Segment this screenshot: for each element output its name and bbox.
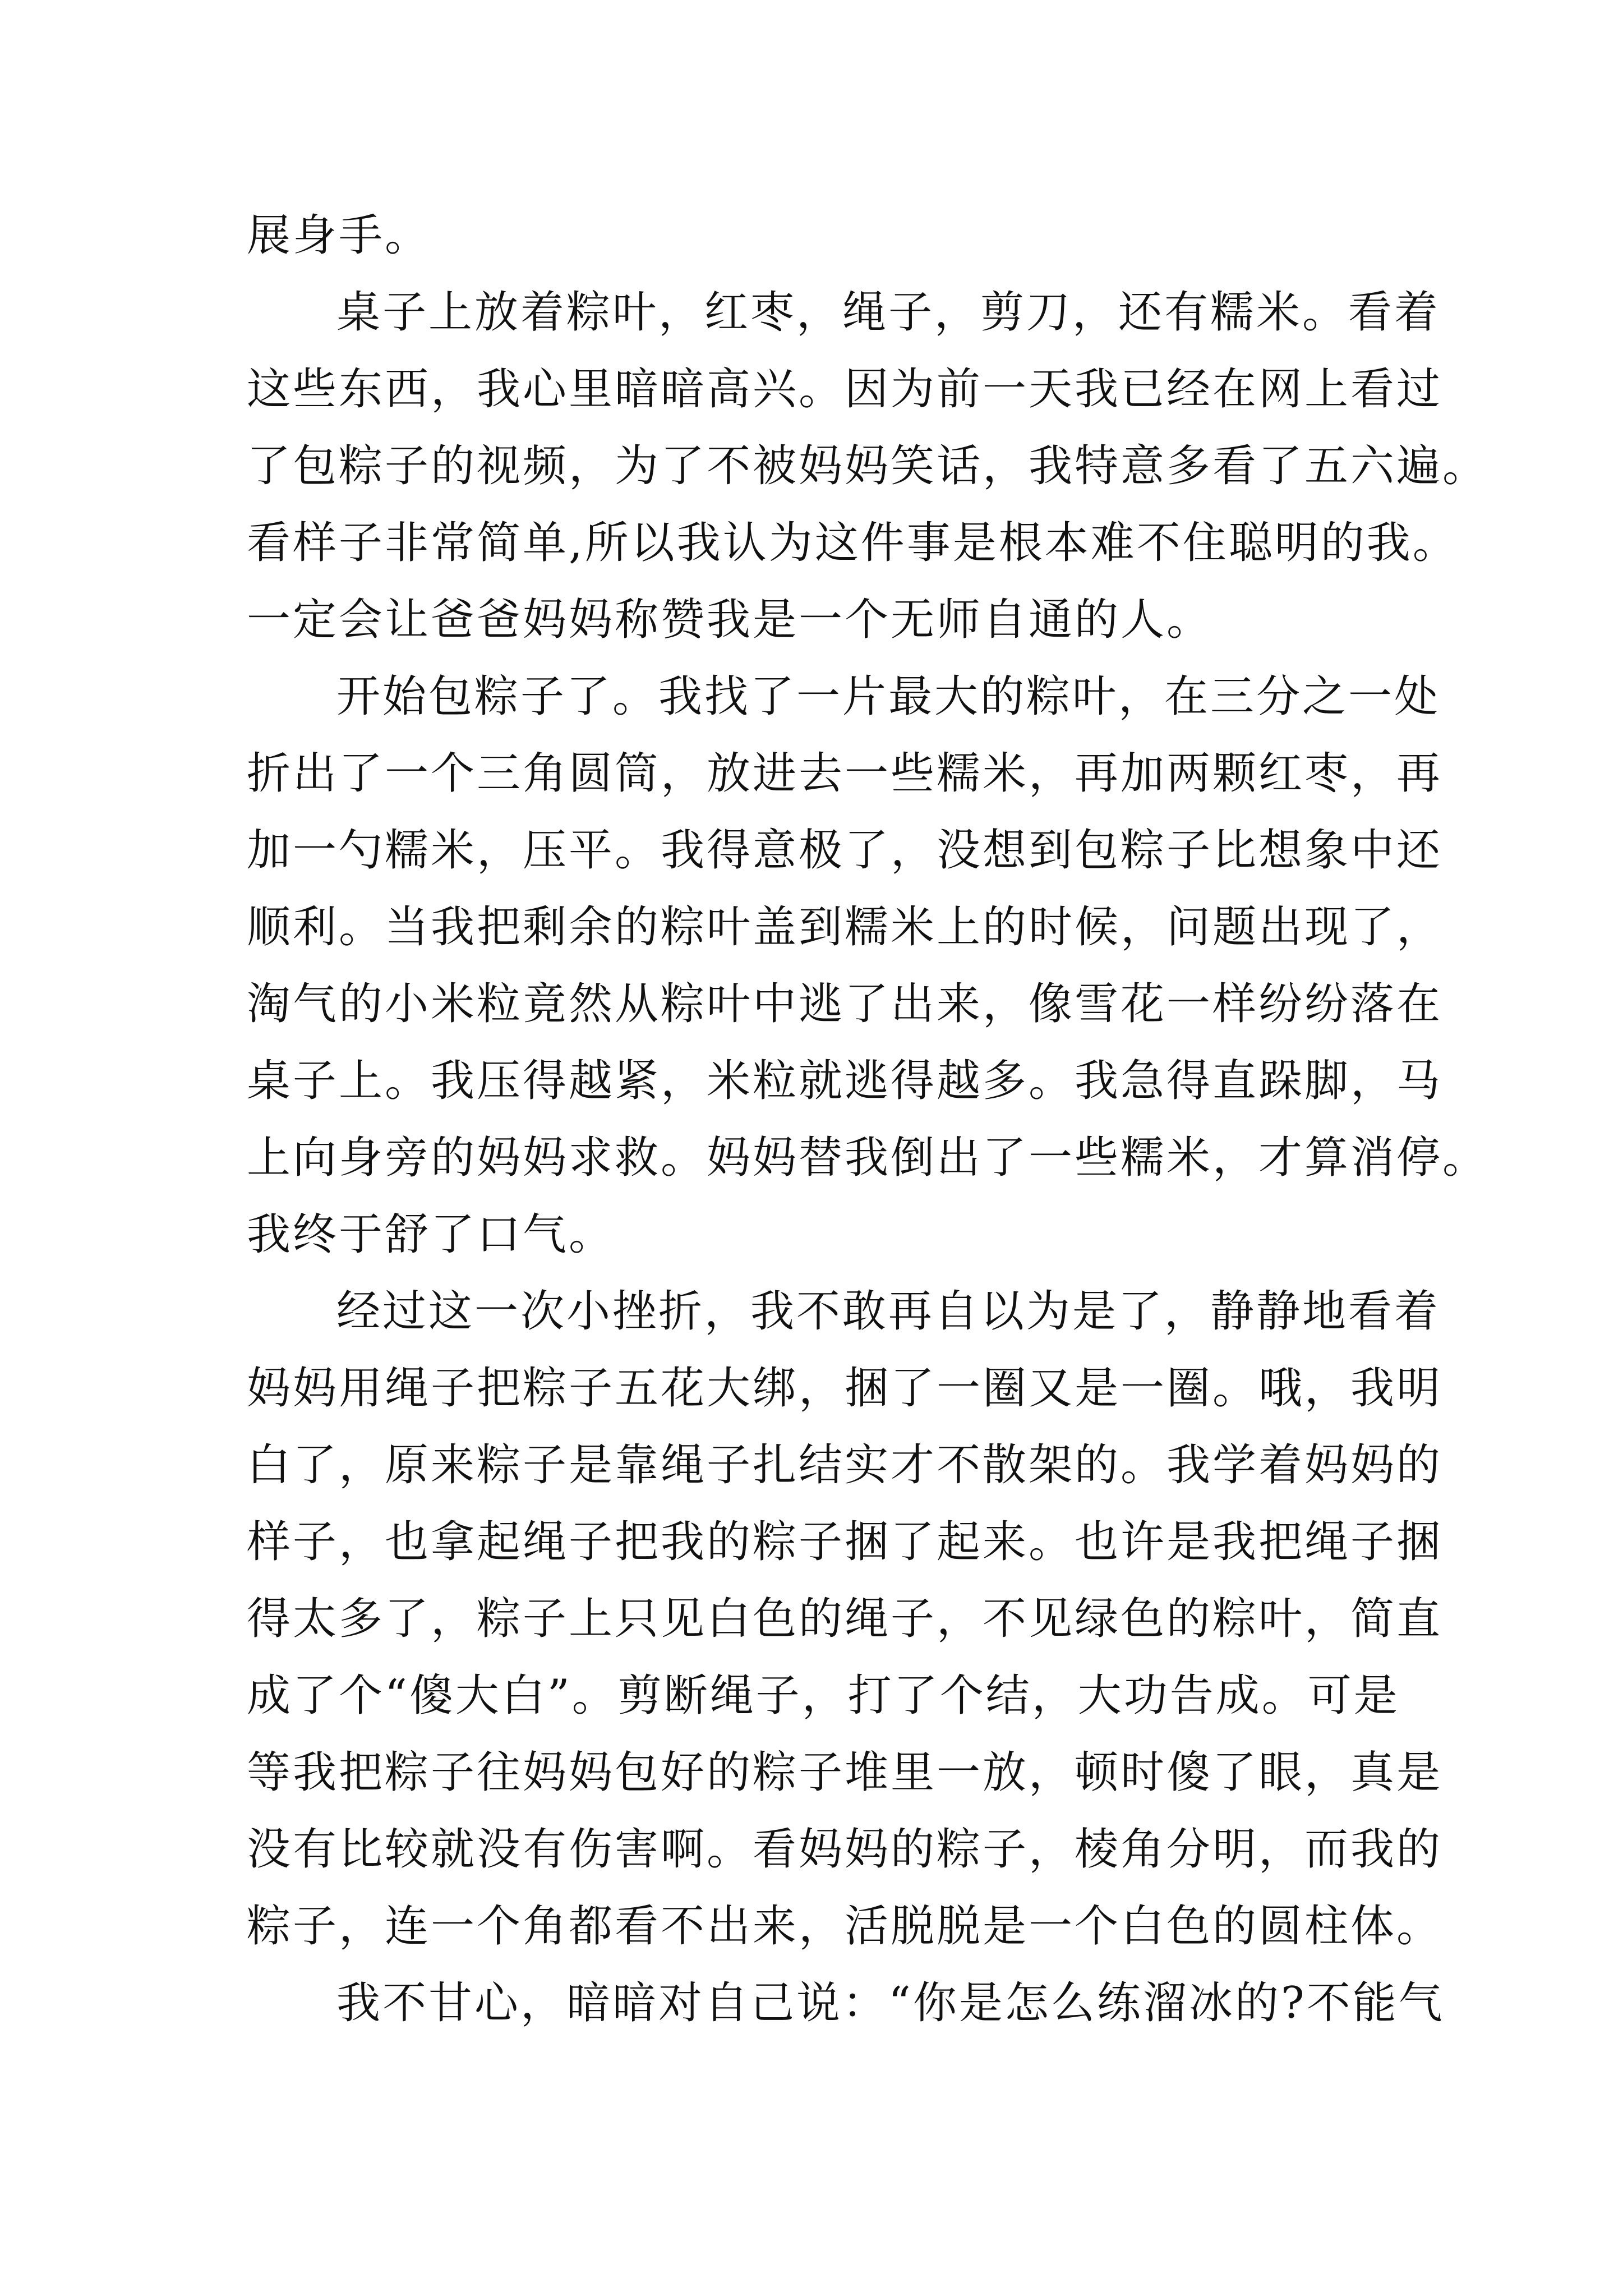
text-line: 淘气的小米粒竟然从粽叶中逃了出来，像雪花一样纷纷落在: [247, 979, 1443, 1029]
text-line: 折出了一个三角圆筒，放进去一些糯米，再加两颗红枣，再: [247, 748, 1443, 799]
text-line: 样子，也拿起绳子把我的粽子捆了起来。也许是我把绳子捆: [247, 1517, 1443, 1567]
text-line: 了包粽子的视频，为了不被妈妈笑话，我特意多看了五六遍。: [247, 441, 1489, 491]
text-line: 上向身旁的妈妈求救。妈妈替我倒出了一些糯米，才算消停。: [247, 1133, 1489, 1183]
text-line: 一定会让爸爸妈妈称赞我是一个无师自通的人。: [247, 595, 1213, 645]
text-line: 我不甘心，暗暗对自己说：“你是怎么练溜冰的?不能气: [336, 1978, 1445, 2028]
text-line: 看样子非常简单,所以我认为这件事是根本难不住聪明的我。: [247, 518, 1459, 568]
text-line: 顺利。当我把剩余的粽叶盖到糯米上的时候，问题出现了，: [247, 902, 1443, 953]
text-line: 粽子，连一个角都看不出来，活脱脱是一个白色的圆柱体。: [247, 1901, 1443, 1952]
text-line: 等我把粽子往妈妈包好的粽子堆里一放，顿时傻了眼，真是: [247, 1747, 1443, 1798]
text-line: 白了，原来粽子是靠绳子扎结实才不散架的。我学着妈妈的: [247, 1440, 1443, 1490]
text-line: 没有比较就没有伤害啊。看妈妈的粽子，棱角分明，而我的: [247, 1824, 1443, 1875]
text-line: 开始包粽子了。我找了一片最大的粽叶，在三分之一处: [336, 671, 1441, 722]
text-line: 我终于舒了口气。: [247, 1209, 615, 1260]
text-line: 桌子上放着粽叶，红枣，绳子，剪刀，还有糯米。看着: [336, 287, 1441, 338]
text-line: 加一勺糯米，压平。我得意极了，没想到包粽子比想象中还: [247, 825, 1443, 876]
text-line: 妈妈用绳子把粽子五花大绑，捆了一圈又是一圈。哦，我明: [247, 1363, 1443, 1414]
text-line: 展身手。: [247, 210, 431, 261]
text-line: 成了个“傻大白”。剪断绳子，打了个结，大功告成。可是: [247, 1671, 1400, 1721]
text-line: 这些东西，我心里暗暗高兴。因为前一天我已经在网上看过: [247, 364, 1443, 415]
text-line: 桌子上。我压得越紧，米粒就逃得越多。我急得直跺脚，马: [247, 1056, 1443, 1106]
text-line: 经过这一次小挫折，我不敢再自以为是了，静静地看着: [336, 1286, 1441, 1337]
text-line: 得太多了，粽子上只见白色的绳子，不见绿色的粽叶，简直: [247, 1594, 1443, 1644]
